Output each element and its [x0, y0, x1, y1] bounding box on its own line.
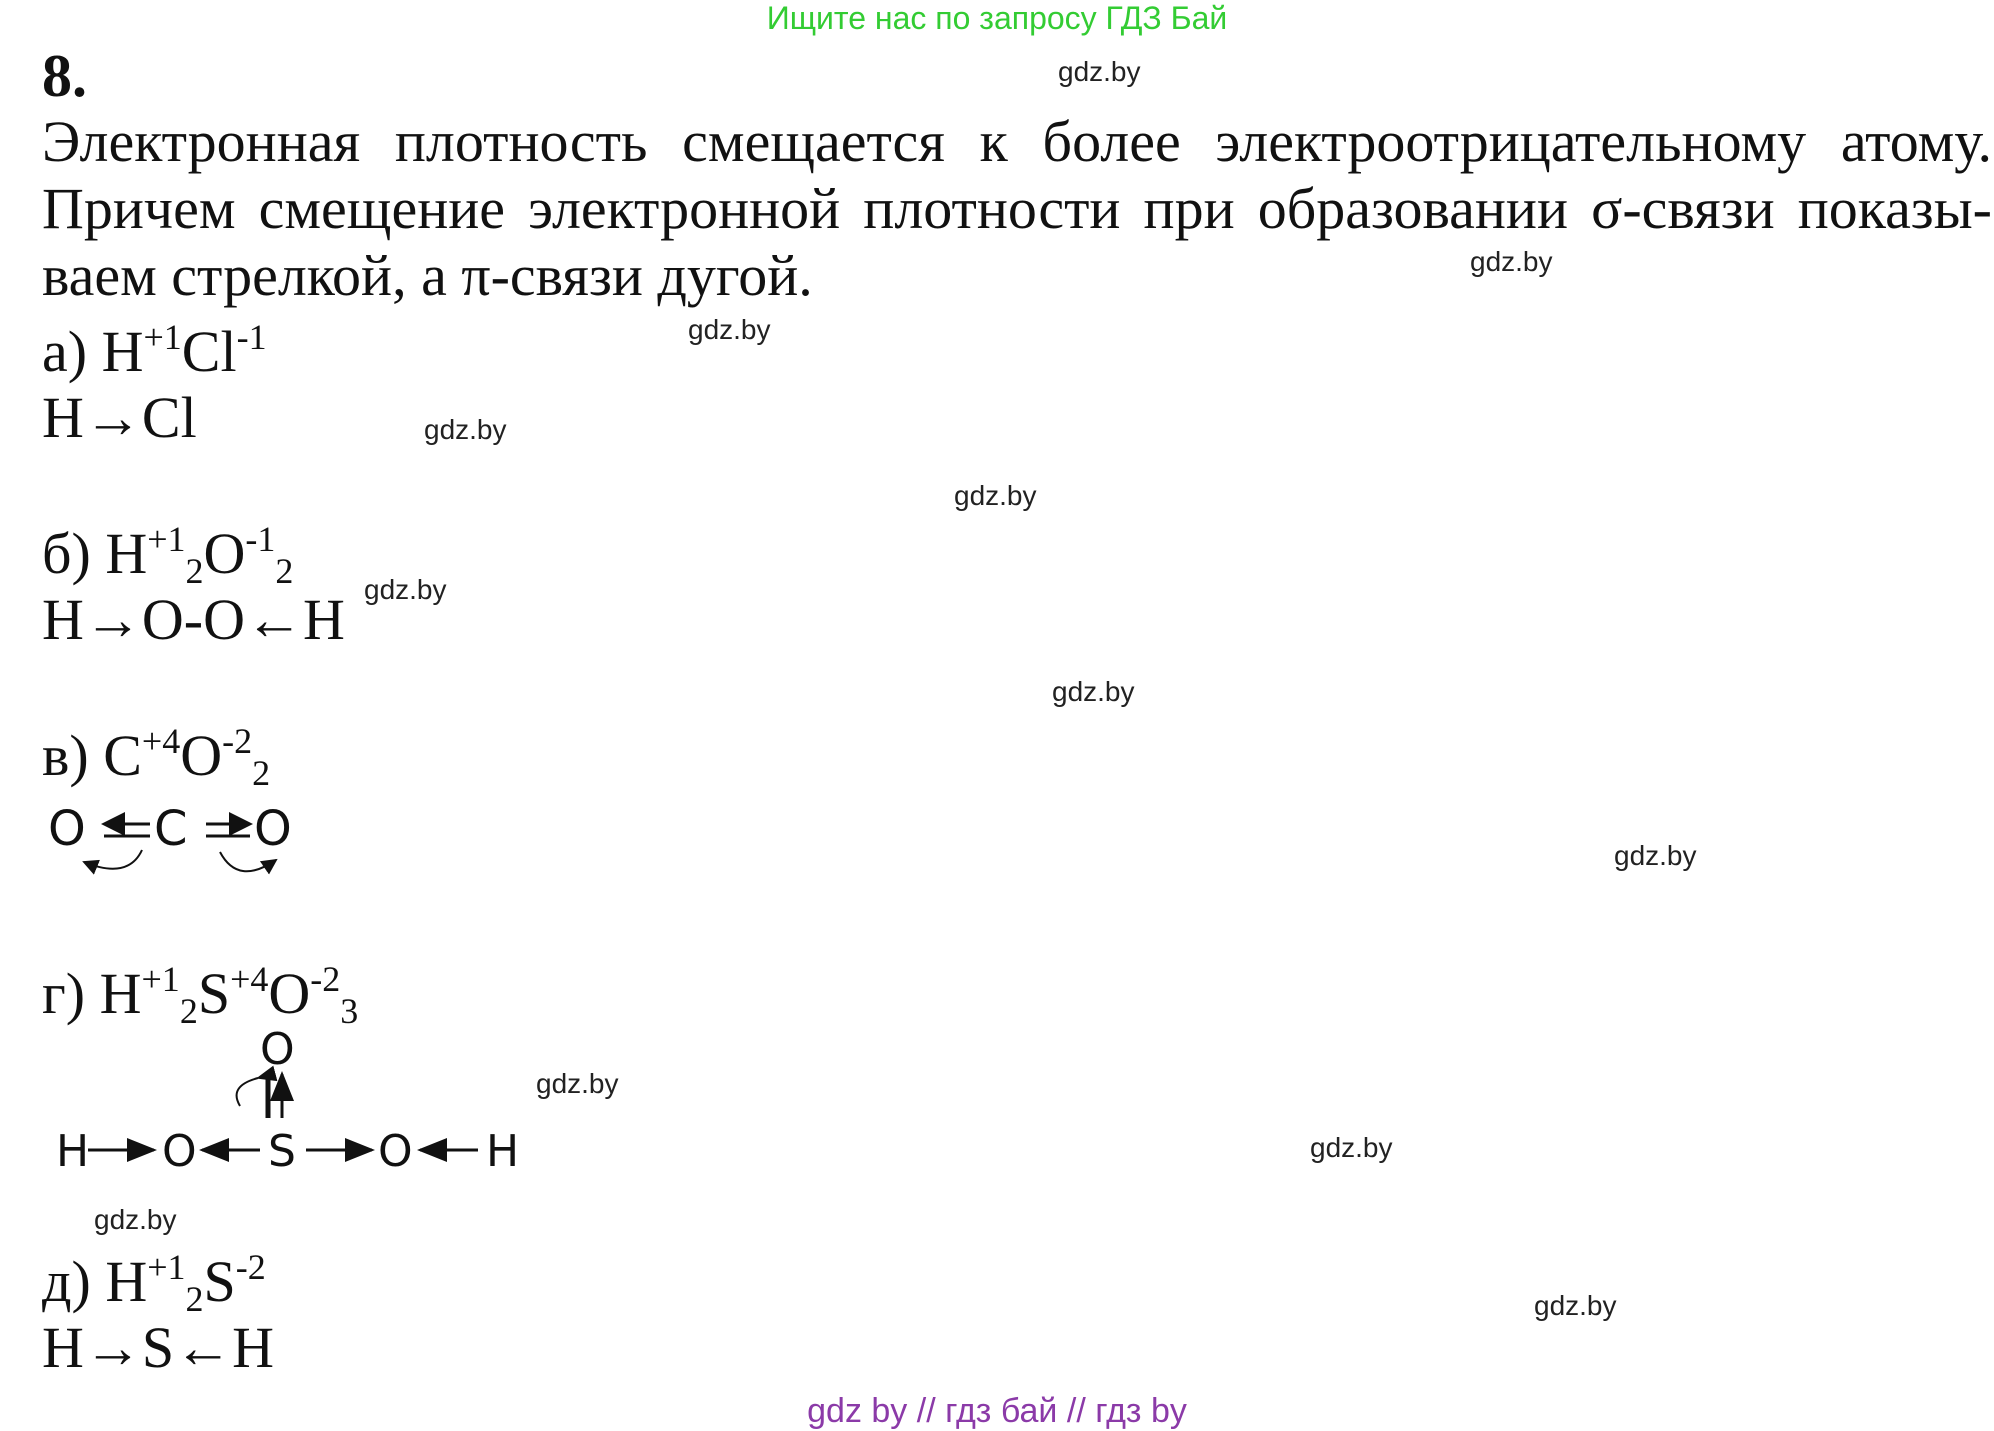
item-v-formula: в) $C^{+4}O^{-2}_2$ [42, 721, 271, 793]
pi-arc-left [84, 850, 142, 869]
watermark: gdz.by [688, 314, 771, 345]
paragraph-line: ваем стрелкой, а π-связи дугой. [42, 243, 813, 308]
watermark: gdz.by [364, 574, 447, 605]
h2so3-bond-diagram [42, 1020, 542, 1190]
item-d-formula: д) $H^{+1}_2S^{-2}$ [42, 1247, 266, 1319]
item-a-scheme: H→Cl [42, 385, 197, 450]
watermark: gdz.by [954, 480, 1037, 511]
top-banner: Ищите нас по запросу ГДЗ Бай [766, 0, 1228, 36]
atom-h-left: H [56, 1126, 90, 1177]
watermark: gdz.by [1310, 1132, 1393, 1163]
item-d-scheme: H→S←H [42, 1315, 275, 1380]
item-g-formula: г) $H^{+1}_2S^{+4}O^{-2}_3$ [42, 959, 359, 1031]
watermark: gdz.by [536, 1068, 619, 1099]
item-b-scheme: H→O-O←H [42, 587, 345, 652]
atom-o-left: O [162, 1126, 197, 1177]
watermark: gdz.by [1470, 246, 1553, 277]
watermark: gdz.by [1058, 56, 1141, 87]
atom-o-top: O [260, 1024, 295, 1075]
watermark: gdz.by [424, 414, 507, 445]
task-number: 8. [42, 43, 87, 109]
atom-c: C [154, 801, 188, 857]
atom-h-right: H [486, 1126, 520, 1177]
paragraph-line: Причем смещение электронной плотности при образовании σ-связи показы- [42, 176, 1992, 241]
pi-arc-top [237, 1078, 258, 1106]
atom-s: S [268, 1126, 296, 1177]
item-a-formula: а) $H^{+1}Cl^{-1}$ [42, 317, 267, 384]
atom-o-left: O [48, 801, 86, 857]
watermark: gdz.by [1534, 1290, 1617, 1321]
co2-bond-diagram [42, 790, 312, 890]
watermark: gdz.by [1614, 840, 1697, 871]
watermark: gdz.by [1052, 676, 1135, 707]
item-b-formula: б) $H^{+1}_2O^{-1}_2$ [42, 519, 294, 591]
atom-o-right: O [254, 801, 292, 857]
atom-o-right: O [378, 1126, 413, 1177]
task-paragraph [42, 108, 1992, 309]
paragraph-line: Электронная плотность смещается к более электроотрицательному атому. [42, 109, 1992, 174]
watermark: gdz.by [94, 1204, 177, 1235]
bottom-banner: gdz by // гдз бай // гдз by [807, 1392, 1187, 1430]
